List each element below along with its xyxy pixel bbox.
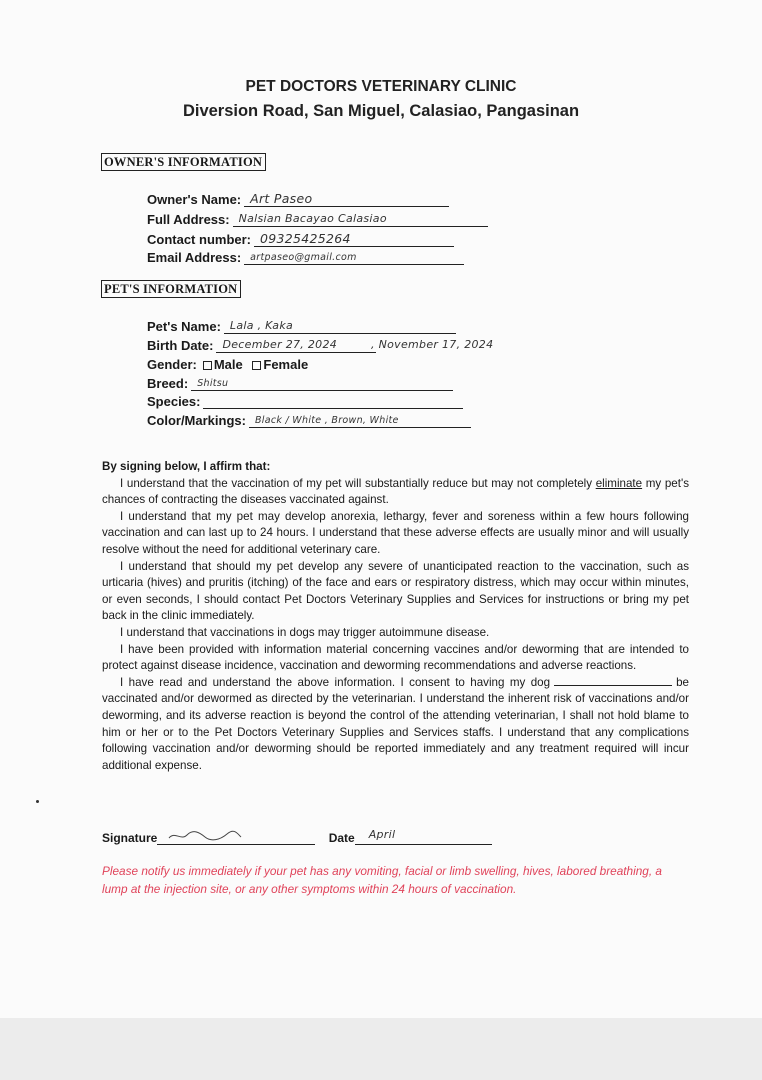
affirmation-block — [102, 459, 689, 774]
pet-breed-value: Shitsu — [197, 378, 229, 389]
pet-name-value: Lala , Kaka — [229, 319, 294, 332]
owner-section-title: OWNER'S INFORMATION — [101, 153, 266, 171]
affirm-p1: I understand that the vaccination of my pet will substantially reduce but may not completely eliminate my pet's chances of contracting the diseases vaccinated against. — [102, 476, 689, 507]
male-label: Male — [213, 357, 243, 372]
notice-text: Please notify us immediately if your pet has any vomiting, facial or limb swelling, hives, labored breathing, a lump at the injection site, or any other symptoms within 24 hours of vaccination. — [102, 864, 662, 896]
male-checkbox[interactable] — [203, 361, 212, 370]
female-checkbox[interactable] — [252, 361, 261, 370]
affirm-p4: I understand that vaccinations in dogs may trigger autoimmune disease. — [120, 625, 490, 639]
pet-section-title: PET'S INFORMATION — [101, 280, 241, 298]
signature-scribble — [165, 829, 245, 843]
signature-row — [102, 830, 492, 845]
owner-address-field[interactable] — [147, 209, 488, 227]
affirm-p3: I understand that should my pet develop any severe of unanticipated reaction to the vaccination, such as urticaria (hives) and pruritis (itching) of the face and ears or respiratory distress, which may occur within minutes, or even seconds, I should contact Pet Doctors Veterinary Supplies and Services for instructions or bring my pet back in the clinic immediately. — [102, 559, 689, 623]
scan-bottom-band — [0, 1018, 762, 1080]
owner-email-field[interactable] — [147, 247, 464, 265]
pet-birth-value-2: , November 17, 2024 — [371, 338, 494, 351]
signature-line[interactable] — [157, 830, 315, 845]
date-line[interactable] — [355, 830, 492, 845]
pet-species-label: Species: — [147, 394, 201, 409]
pet-birth-field[interactable] — [147, 335, 494, 353]
owner-name-value: Art Paseo — [250, 191, 313, 206]
owner-contact-label: Contact number: — [147, 232, 251, 247]
owner-address-value: Nalsian Bacayao Calasiao — [238, 212, 387, 225]
pet-breed-label: Breed: — [147, 376, 189, 391]
owner-name-field[interactable] — [147, 189, 449, 207]
pet-name-label: Pet's Name: — [147, 319, 221, 334]
pet-name-field[interactable] — [147, 316, 456, 334]
pet-color-value: Black / White , Brown, White — [254, 415, 399, 426]
signature-label: Signature — [102, 831, 158, 845]
female-label: Female — [263, 357, 309, 372]
clinic-address: Diversion Road, San Miguel, Calasiao, Pangasinan — [182, 102, 580, 120]
dog-name-blank[interactable] — [554, 675, 672, 686]
affirm-lead: By signing below, I affirm that: — [102, 460, 271, 473]
affirm-p2: I understand that my pet may develop anorexia, lethargy, fever and soreness within a few hours following vaccination and can last up to 24 hours. I understand that these adverse effects are usually minor and will usually resolve without the need for additional veterinary care. — [102, 509, 689, 556]
owner-contact-field[interactable] — [147, 229, 454, 247]
pet-color-field[interactable] — [147, 410, 471, 428]
affirm-p6: I have read and understand the above information. I consent to having my dog be vaccinated and/or dewormed as directed by the veterinarian. I understand the inherent risk of vaccinations and/or deworming, and its adverse reaction is beyond the control of the attending veterinarian, I shall not hold blame to him or her or to the Pet Doctors Veterinary Supplies and Services staffs. I understand that any complications following vaccination and/or deworming should be reported immediately and any treatment required will incur additional expense. — [102, 675, 689, 772]
owner-name-label: Owner's Name: — [147, 192, 242, 207]
stray-mark — [36, 800, 39, 803]
owner-contact-value: 09325425264 — [260, 231, 351, 246]
pet-color-label: Color/Markings: — [147, 413, 246, 428]
date-label: Date — [328, 831, 355, 845]
affirm-p5: I have been provided with information material concerning vaccines and/or deworming that are intended to protect against disease incidence, vaccination and deworming recommendations and adverse reactions. — [102, 642, 689, 673]
clinic-name: PET DOCTORS VETERINARY CLINIC — [245, 78, 517, 95]
date-value: April — [368, 828, 396, 841]
owner-email-value: artpaseo@gmail.com — [250, 252, 357, 263]
pet-gender-field[interactable] — [147, 354, 308, 372]
owner-address-label: Full Address: — [147, 212, 230, 227]
pet-birth-value: December 27, 2024 — [222, 338, 338, 351]
owner-email-label: Email Address: — [147, 250, 242, 265]
pet-birth-label: Birth Date: — [147, 338, 214, 353]
pet-gender-label: Gender: — [147, 357, 197, 372]
pet-species-field[interactable] — [147, 391, 463, 409]
pet-breed-field[interactable] — [147, 373, 453, 391]
